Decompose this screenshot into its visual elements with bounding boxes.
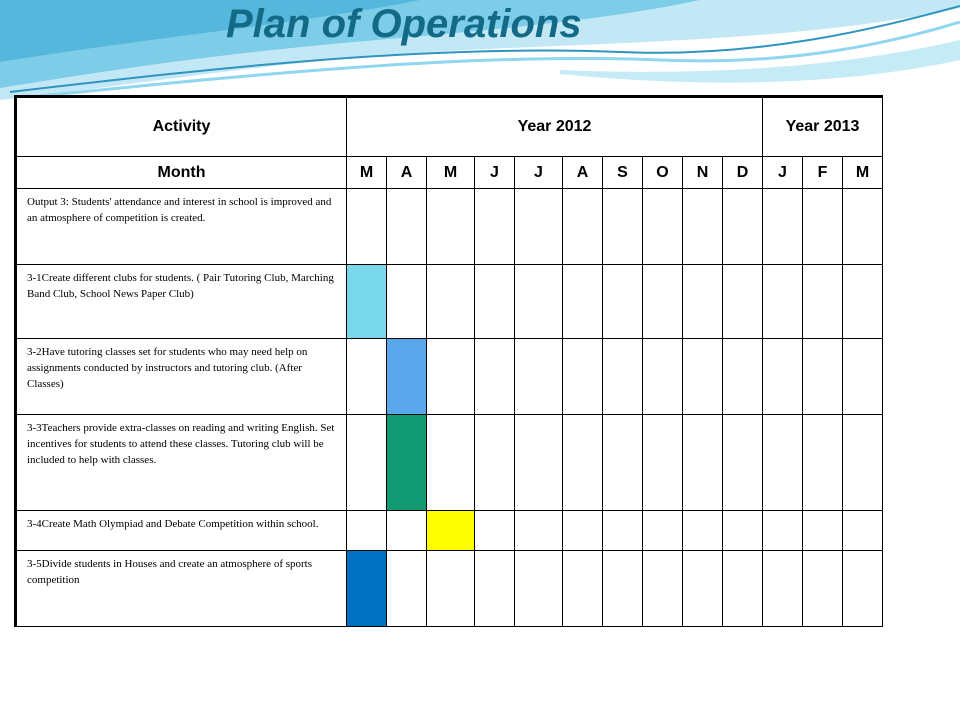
schedule-cell bbox=[347, 415, 387, 511]
schedule-cell bbox=[683, 415, 723, 511]
year-2012-header: Year 2012 bbox=[347, 97, 763, 157]
schedule-bar bbox=[387, 415, 427, 511]
schedule-cell bbox=[387, 551, 427, 627]
schedule-cell bbox=[683, 339, 723, 415]
schedule-cell bbox=[387, 511, 427, 551]
schedule-cell bbox=[643, 511, 683, 551]
schedule-cell bbox=[515, 265, 563, 339]
schedule-cell bbox=[563, 265, 603, 339]
schedule-cell bbox=[427, 339, 475, 415]
year-2013-header: Year 2013 bbox=[763, 97, 883, 157]
schedule-cell bbox=[643, 339, 683, 415]
activity-header: Activity bbox=[16, 97, 347, 157]
schedule-cell bbox=[803, 339, 843, 415]
schedule-cell bbox=[475, 189, 515, 265]
schedule-cell bbox=[803, 551, 843, 627]
schedule-cell bbox=[763, 189, 803, 265]
schedule-cell bbox=[475, 415, 515, 511]
schedule-cell bbox=[347, 339, 387, 415]
activity-row bbox=[16, 189, 883, 265]
schedule-cell bbox=[763, 511, 803, 551]
activity-description: 3-2Have tutoring classes set for students who may need help on assignments conducted by instructors and tutoring club. (After Classes) bbox=[16, 339, 347, 415]
schedule-cell bbox=[843, 189, 883, 265]
schedule-cell bbox=[515, 339, 563, 415]
schedule-cell bbox=[475, 511, 515, 551]
schedule-bar bbox=[347, 551, 387, 627]
schedule-cell bbox=[515, 511, 563, 551]
header-row-years bbox=[16, 97, 883, 157]
schedule-cell bbox=[763, 265, 803, 339]
schedule-cell bbox=[347, 511, 387, 551]
schedule-cell bbox=[515, 551, 563, 627]
schedule-cell bbox=[643, 415, 683, 511]
schedule-cell bbox=[563, 415, 603, 511]
header-row-months bbox=[16, 157, 883, 189]
schedule-cell bbox=[475, 551, 515, 627]
schedule-cell bbox=[723, 189, 763, 265]
schedule-cell bbox=[475, 265, 515, 339]
schedule-cell bbox=[803, 415, 843, 511]
schedule-cell bbox=[427, 189, 475, 265]
schedule-cell bbox=[427, 415, 475, 511]
schedule-cell bbox=[843, 511, 883, 551]
month-cell: F bbox=[803, 157, 843, 189]
schedule-cell bbox=[387, 265, 427, 339]
month-cell: J bbox=[475, 157, 515, 189]
schedule-bar bbox=[427, 511, 475, 551]
schedule-cell bbox=[723, 511, 763, 551]
activity-row bbox=[16, 265, 883, 339]
schedule-cell bbox=[723, 551, 763, 627]
month-cell: J bbox=[515, 157, 563, 189]
schedule-cell bbox=[603, 511, 643, 551]
schedule-cell bbox=[683, 551, 723, 627]
month-cell: N bbox=[683, 157, 723, 189]
schedule-cell bbox=[763, 551, 803, 627]
schedule-cell bbox=[475, 339, 515, 415]
activity-description: 3-1Create different clubs for students. ( Pair Tutoring Club, Marching Band Club, School News Paper Club) bbox=[16, 265, 347, 339]
schedule-cell bbox=[723, 339, 763, 415]
schedule-cell bbox=[843, 339, 883, 415]
activity-row bbox=[16, 551, 883, 627]
schedule-cell bbox=[427, 551, 475, 627]
schedule-cell bbox=[683, 511, 723, 551]
schedule-cell bbox=[603, 189, 643, 265]
schedule-cell bbox=[763, 415, 803, 511]
schedule-cell bbox=[603, 339, 643, 415]
month-cell: A bbox=[563, 157, 603, 189]
schedule-cell bbox=[347, 189, 387, 265]
schedule-cell bbox=[763, 339, 803, 415]
schedule-bar bbox=[347, 265, 387, 339]
month-cell: M bbox=[843, 157, 883, 189]
operations-plan-table bbox=[14, 95, 883, 627]
month-cell: S bbox=[603, 157, 643, 189]
month-cell: O bbox=[643, 157, 683, 189]
schedule-cell bbox=[723, 415, 763, 511]
schedule-cell bbox=[643, 189, 683, 265]
schedule-cell bbox=[427, 265, 475, 339]
activity-description: Output 3: Students' attendance and interest in school is improved and an atmosphere of competition is created. bbox=[16, 189, 347, 265]
schedule-bar bbox=[387, 339, 427, 415]
schedule-cell bbox=[683, 265, 723, 339]
schedule-cell bbox=[843, 265, 883, 339]
activity-description: 3-5Divide students in Houses and create an atmosphere of sports competition bbox=[16, 551, 347, 627]
schedule-cell bbox=[723, 265, 763, 339]
activity-description: 3-4Create Math Olympiad and Debate Competition within school. bbox=[16, 511, 347, 551]
slide-title: Plan of Operations bbox=[226, 2, 582, 46]
schedule-cell bbox=[515, 415, 563, 511]
schedule-cell bbox=[563, 551, 603, 627]
schedule-cell bbox=[683, 189, 723, 265]
schedule-cell bbox=[563, 339, 603, 415]
schedule-cell bbox=[603, 265, 643, 339]
activity-row bbox=[16, 511, 883, 551]
schedule-cell bbox=[563, 511, 603, 551]
schedule-cell bbox=[515, 189, 563, 265]
schedule-cell bbox=[643, 265, 683, 339]
schedule-cell bbox=[803, 511, 843, 551]
schedule-cell bbox=[803, 189, 843, 265]
schedule-cell bbox=[843, 415, 883, 511]
schedule-cell bbox=[603, 551, 643, 627]
schedule-cell bbox=[603, 415, 643, 511]
month-cell: J bbox=[763, 157, 803, 189]
activity-row bbox=[16, 415, 883, 511]
month-cell: A bbox=[387, 157, 427, 189]
month-cell: M bbox=[427, 157, 475, 189]
month-cell: D bbox=[723, 157, 763, 189]
schedule-cell bbox=[563, 189, 603, 265]
month-cell: M bbox=[347, 157, 387, 189]
month-header: Month bbox=[16, 157, 347, 189]
schedule-cell bbox=[843, 551, 883, 627]
activity-description: 3-3Teachers provide extra-classes on reading and writing English. Set incentives for students to attend these classes. Tutoring club will be included to help with classes. bbox=[16, 415, 347, 511]
schedule-cell bbox=[387, 189, 427, 265]
schedule-cell bbox=[803, 265, 843, 339]
activity-row bbox=[16, 339, 883, 415]
schedule-cell bbox=[643, 551, 683, 627]
